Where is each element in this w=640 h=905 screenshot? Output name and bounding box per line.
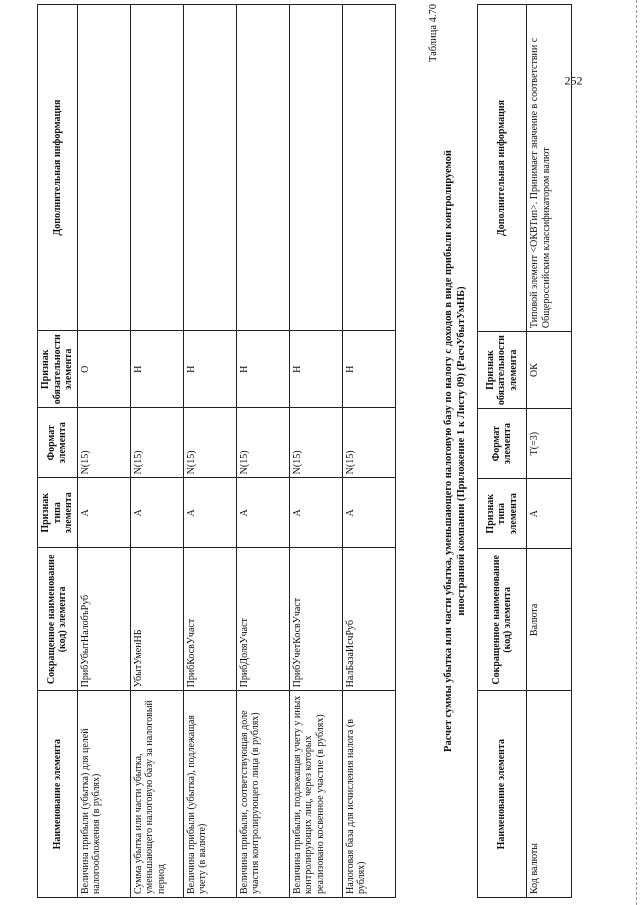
- cell-name: Величина прибыли (убытка) для целей налогообложения (в рублях): [77, 691, 130, 898]
- cell-name: Налоговая база для исчисления налога (в рублях): [342, 691, 395, 898]
- cell-format: N(15): [183, 408, 236, 478]
- cell-code: ПрибУбытНалобъРуб: [77, 548, 130, 691]
- cell-type: А: [236, 478, 289, 548]
- header-type: Признак типа элемента: [478, 479, 527, 549]
- header-additional-info: Дополнительная информация: [478, 5, 527, 332]
- elements-table-lower: [477, 4, 572, 898]
- table-row: [342, 5, 395, 898]
- table-row: [289, 5, 342, 898]
- header-additional-info: Дополнительная информация: [38, 5, 78, 331]
- table-header-row: [478, 5, 527, 898]
- cell-mandatory: ОК: [527, 332, 572, 409]
- cell-format: N(15): [289, 408, 342, 478]
- cell-name: Величина прибыли, подлежащая учету у иных контролирующих лиц, через которых реализовано косвенное участие (в рублях): [289, 691, 342, 898]
- cell-name: Сумма убытка или части убытка, уменьшающего налоговую базу за налоговый период: [130, 691, 183, 898]
- cell-code: ПрибУчетКосвУчаст: [289, 548, 342, 691]
- table-caption: [428, 4, 468, 898]
- cell-info: [130, 5, 183, 331]
- header-format: Формат элемента: [38, 408, 78, 478]
- cell-format: N(15): [130, 408, 183, 478]
- page-edge-divider: [636, 0, 637, 905]
- cell-code: УбытУменНБ: [130, 548, 183, 691]
- elements-table-upper: [37, 4, 396, 898]
- page-number: 252: [564, 73, 583, 88]
- table-row: [236, 5, 289, 898]
- cell-format: T(=3): [527, 409, 572, 479]
- header-short-name: Сокращенное наименование (код) элемента: [478, 549, 527, 691]
- cell-info: [77, 5, 130, 331]
- header-element-name: Наименование элемента: [478, 691, 527, 898]
- cell-type: А: [342, 478, 395, 548]
- cell-mandatory: Н: [236, 331, 289, 408]
- header-element-name: Наименование элемента: [38, 691, 78, 898]
- cell-info: [289, 5, 342, 331]
- header-mandatory: Признак обязательности элемента: [38, 331, 78, 408]
- cell-code: Валюта: [527, 549, 572, 691]
- header-short-name: Сокращенное наименование (код) элемента: [38, 548, 78, 691]
- table-row: [183, 5, 236, 898]
- cell-format: N(15): [342, 408, 395, 478]
- cell-mandatory: Н: [130, 331, 183, 408]
- cell-type: А: [130, 478, 183, 548]
- table-number: Таблица 4.70: [428, 4, 439, 63]
- cell-mandatory: О: [77, 331, 130, 408]
- table-title-line-2: иностранной компании (Приложение 1 к Листу 09) (РасчУбытУмНБ): [455, 286, 467, 616]
- header-type: Признак типа элемента: [38, 478, 78, 548]
- table-title-line-1: Расчет суммы убытка или части убытка, уменьшающего налоговую базу по налогу с доходов в виде прибыли контролируемой: [443, 150, 454, 752]
- cell-name: Код валюты: [527, 691, 572, 898]
- cell-code: ПрибКосвУчаст: [183, 548, 236, 691]
- cell-mandatory: Н: [342, 331, 395, 408]
- header-format: Формат элемента: [478, 409, 527, 479]
- cell-mandatory: Н: [183, 331, 236, 408]
- cell-format: N(15): [236, 408, 289, 478]
- cell-info: Типовой элемент <ОКВТип>. Принимает значение в соответствии с Общероссийским классификатором валют: [527, 5, 572, 332]
- table-row: [130, 5, 183, 898]
- table-row: [527, 5, 572, 898]
- cell-info: [342, 5, 395, 331]
- cell-info: [236, 5, 289, 331]
- cell-name: Величина прибыли (убытка), подлежащая учету (в валюте): [183, 691, 236, 898]
- cell-name: Величина прибыли, соответствующая доле участия контролирующего лица (в рублях): [236, 691, 289, 898]
- cell-type: А: [77, 478, 130, 548]
- cell-mandatory: Н: [289, 331, 342, 408]
- cell-type: А: [289, 478, 342, 548]
- cell-info: [183, 5, 236, 331]
- cell-type: А: [527, 479, 572, 549]
- cell-code: ПрибДоляУчаст: [236, 548, 289, 691]
- table-row: [77, 5, 130, 898]
- header-mandatory: Признак обязательности элемента: [478, 332, 527, 409]
- cell-type: А: [183, 478, 236, 548]
- table-header-row: [38, 5, 78, 898]
- cell-format: N(15): [77, 408, 130, 478]
- cell-code: НалБазаИсчРуб: [342, 548, 395, 691]
